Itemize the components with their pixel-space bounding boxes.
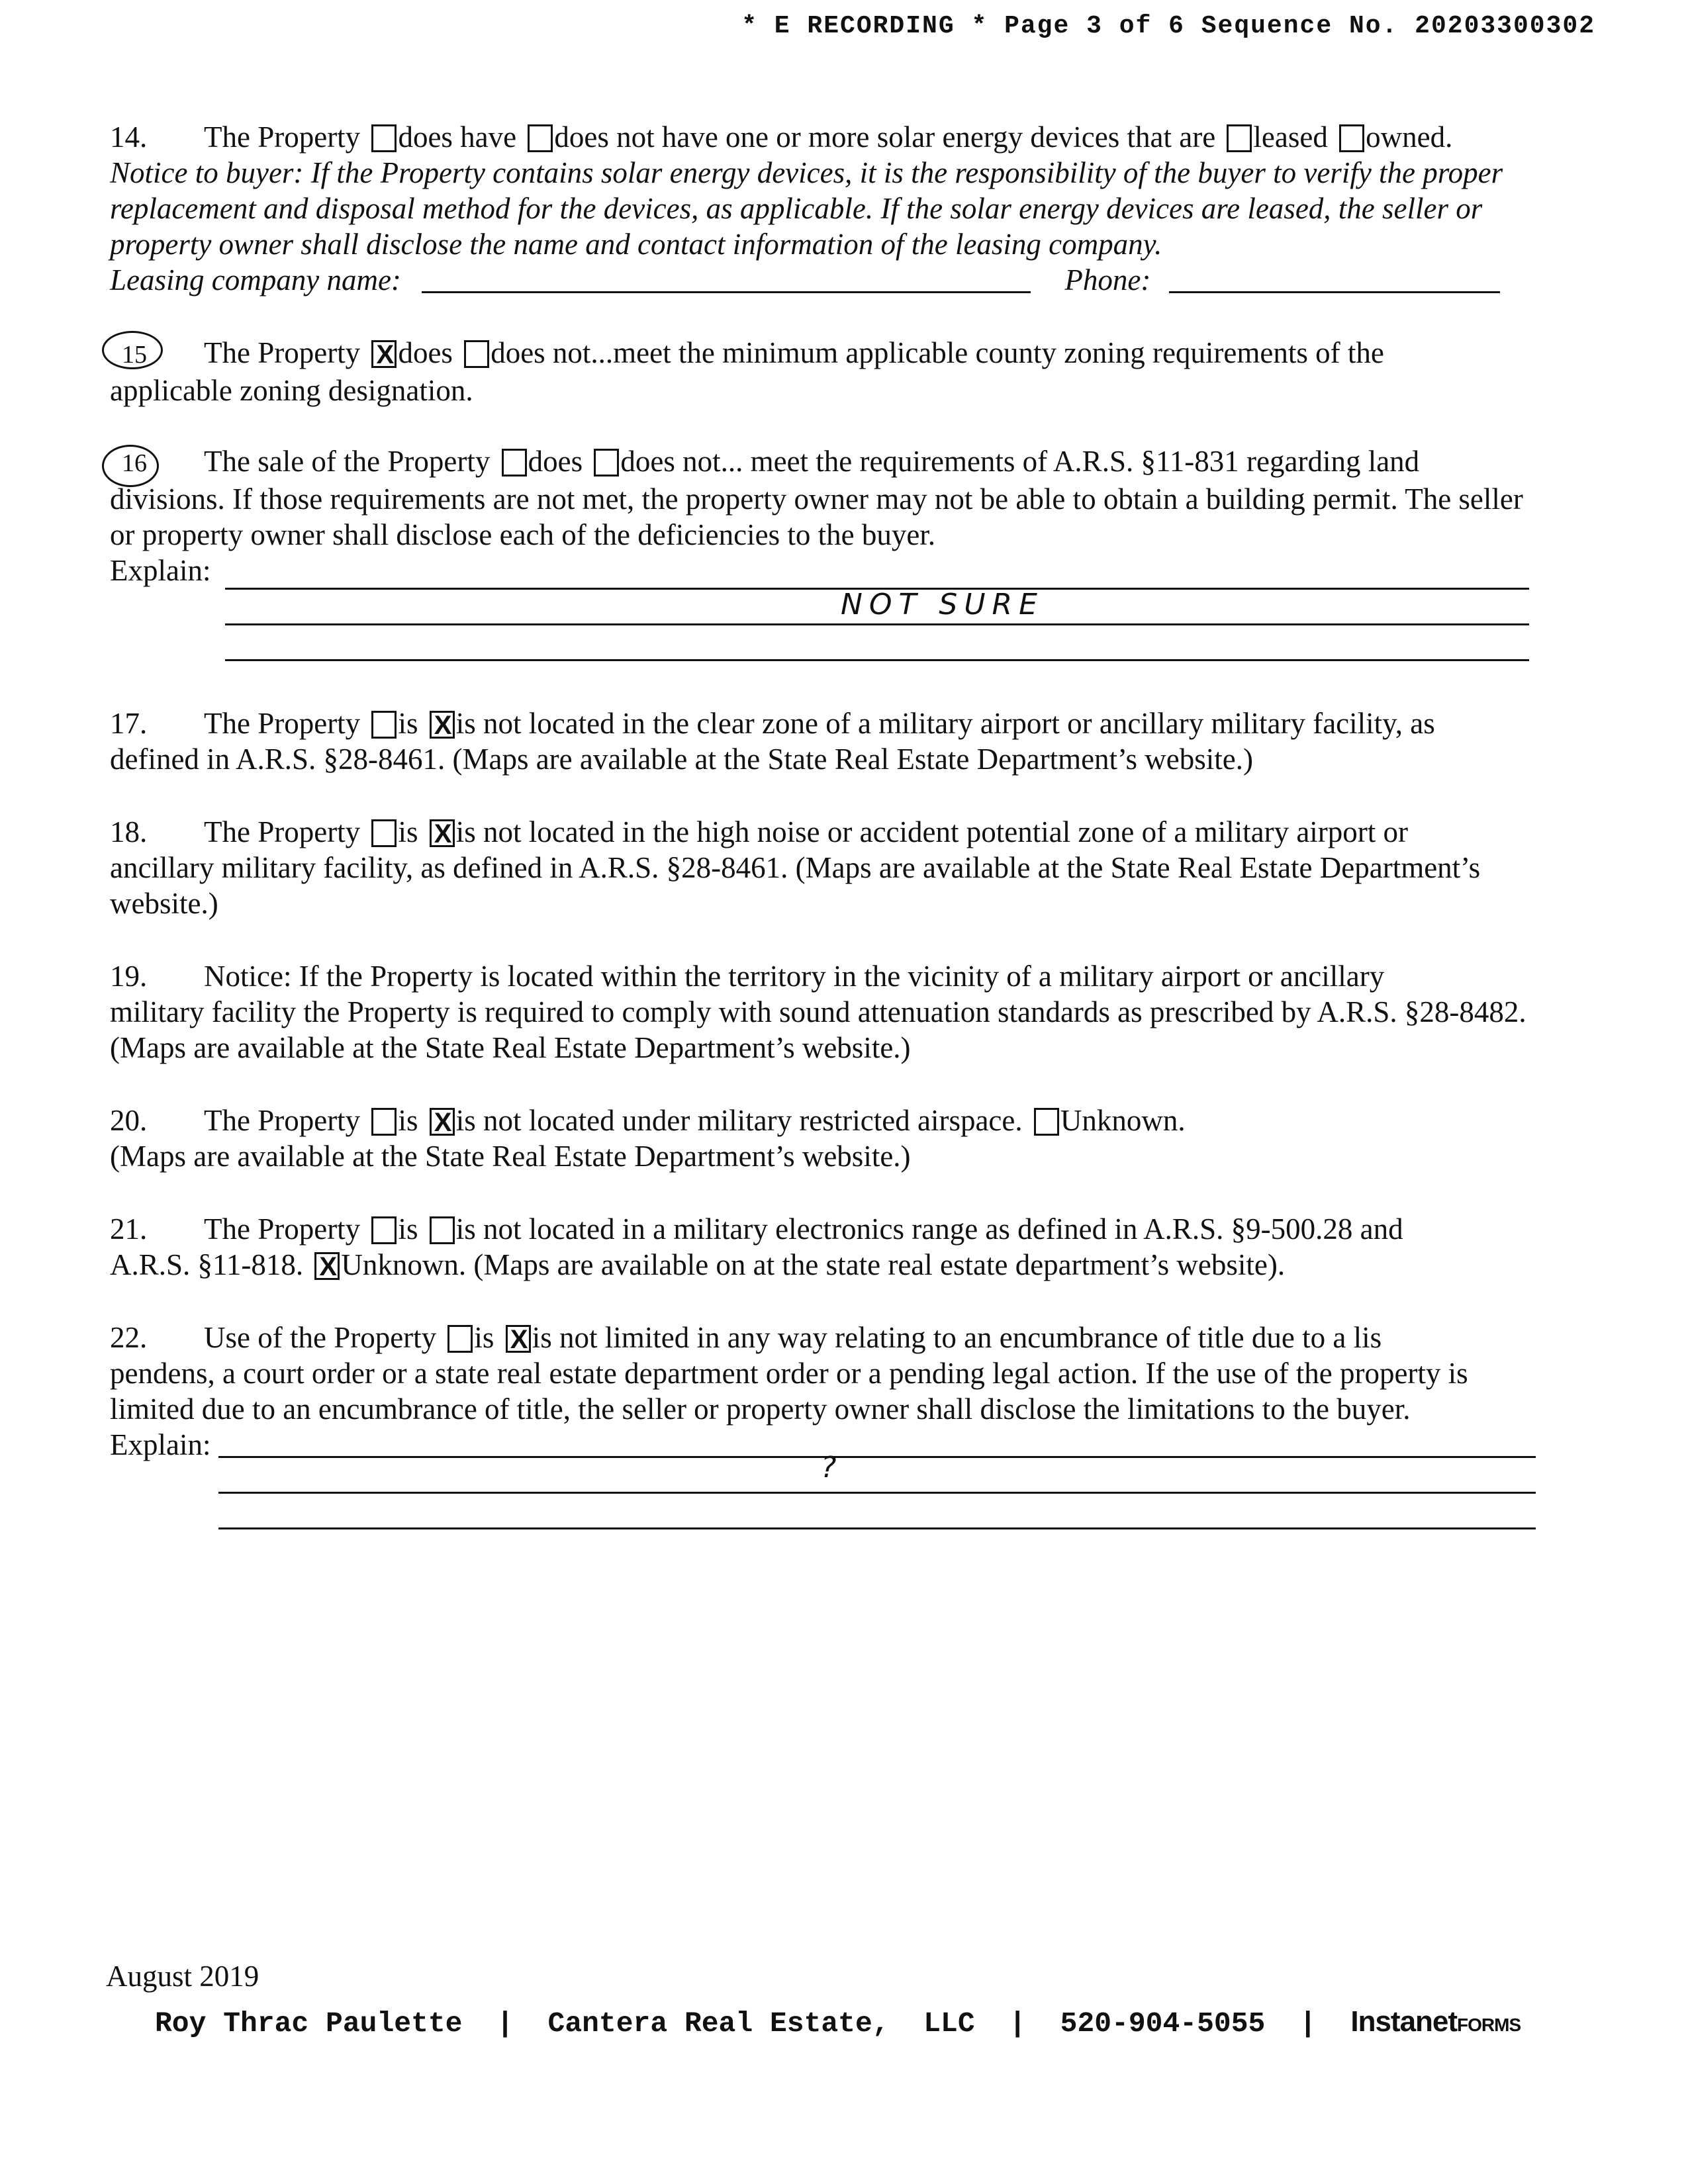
checkbox-unknown[interactable] — [1034, 1108, 1059, 1136]
explain-line[interactable] — [225, 659, 1529, 661]
item-number: 21. — [110, 1212, 148, 1246]
option-label: is — [398, 1212, 418, 1246]
option-label: does not... meet the requirements of A.R.S. §11-831 regarding land — [620, 445, 1420, 478]
item-number: 22. — [110, 1321, 148, 1354]
item-20 — [110, 1103, 1533, 1174]
option-label: leased — [1253, 120, 1328, 154]
brand-suffix: FORMS — [1457, 2015, 1521, 2035]
handwritten-answer: ? — [821, 1451, 843, 1484]
item-text-continued: (Maps are available on at the state real estate department’s website). — [473, 1248, 1286, 1281]
checkbox-is-not[interactable] — [506, 1325, 531, 1353]
item-22 — [110, 1320, 1533, 1463]
checkbox-does-not[interactable] — [464, 340, 489, 368]
checkbox-leased[interactable] — [1227, 124, 1252, 152]
option-label: owned. — [1366, 120, 1453, 154]
form-date: August 2019 — [106, 1960, 259, 1993]
option-label: does not have one or more solar energy devices that are — [554, 120, 1216, 154]
item-text-continued: defined in A.R.S. §28-8461. (Maps are available at the State Real Estate Department’s website.) — [110, 743, 1254, 776]
option-label: is — [398, 815, 418, 848]
item-number: 14. — [110, 120, 148, 154]
item-text: Use of the Property — [204, 1321, 437, 1354]
item-text: The Property — [204, 1212, 361, 1246]
option-label: is not located under military restricted airspace. — [455, 1104, 1023, 1137]
item-text-continued: (Maps are available at the State Real Estate Department’s website.) — [110, 1140, 911, 1173]
instanet-logo — [1350, 2005, 1521, 2038]
option-label: does not...meet the minimum applicable county zoning requirements of the — [491, 336, 1384, 369]
checkbox-is-not[interactable] — [430, 711, 455, 739]
explain-line[interactable] — [218, 1492, 1536, 1494]
option-label: is — [398, 1104, 418, 1137]
item-15 — [110, 335, 1533, 408]
option-label: Unknown. — [1060, 1104, 1186, 1137]
item-18 — [110, 814, 1533, 921]
option-label: is not located in the clear zone of a military airport or ancillary military facility, as — [455, 707, 1435, 740]
item-text-continued: ancillary military facility, as defined in A.R.S. §28-8461. (Maps are available at the State Real Estate Department’s website.) — [110, 851, 1481, 920]
checkbox-is[interactable] — [371, 819, 397, 847]
item-number: 18. — [110, 815, 148, 848]
checkbox-does[interactable] — [371, 340, 397, 368]
leasing-company-label: Leasing company name: — [110, 263, 401, 296]
explain-label: Explain: — [110, 554, 211, 587]
item-number: 15 — [122, 341, 147, 369]
checkbox-is[interactable] — [371, 1216, 397, 1244]
item-text: The Property — [204, 336, 361, 369]
item-16 — [110, 443, 1533, 588]
company-name: Cantera Real Estate, LLC — [547, 2007, 975, 2040]
footer-bar: Roy Thrac Paulette | Cantera Real Estate, LLC | 520-904-5055 | InstanetFORMS — [155, 2005, 1521, 2040]
checkbox-is[interactable] — [447, 1325, 473, 1353]
leasing-company-field[interactable] — [422, 262, 1031, 293]
option-label: is not located in a military electronics range as defined in A.R.S. §9-500.28 and — [455, 1212, 1403, 1246]
item-number: 19. — [110, 960, 148, 993]
option-label: does have — [398, 120, 517, 154]
item-number: 20. — [110, 1104, 148, 1137]
phone-field[interactable] — [1169, 262, 1500, 293]
explain-line[interactable] — [218, 1527, 1536, 1529]
checkbox-owned[interactable] — [1339, 124, 1364, 152]
handwritten-answer: NOT SURE — [841, 588, 1044, 621]
option-label: is not limited in any way relating to an encumbrance of title due to a lis — [532, 1321, 1382, 1354]
item-text-continued: military facility the Property is required to comply with sound attenuation standards as prescribed by A.R.S. §28-8482. (Maps are available at the State Real Estate Department’s website.) — [110, 995, 1526, 1064]
item-14 — [110, 119, 1533, 298]
item-text: The Property — [204, 815, 361, 848]
item-17 — [110, 705, 1533, 777]
item-21 — [110, 1211, 1533, 1283]
explain-line[interactable] — [218, 1456, 1536, 1458]
option-label: is not located in the high noise or accident potential zone of a military airport or — [455, 815, 1409, 848]
checkbox-is[interactable] — [371, 1108, 397, 1136]
item-text: Notice: If the Property is located within the territory in the vicinity of a military airport or ancillary — [204, 960, 1385, 993]
checkbox-is-not[interactable] — [430, 1216, 455, 1244]
item-text-continued: A.R.S. §11-818. — [110, 1248, 304, 1281]
checkbox-does-not-have[interactable] — [528, 124, 553, 152]
recording-header: * E RECORDING * Page 3 of 6 Sequence No. 20203300302 — [741, 12, 1595, 40]
phone-label: Phone: — [1064, 263, 1151, 296]
item-number: 16 — [122, 449, 147, 477]
item-text-continued: divisions. If those requirements are not met, the property owner may not be able to obtain a building permit. The seller or property owner shall disclose each of the deficiencies to the buyer. — [110, 482, 1523, 551]
checkbox-does-have[interactable] — [371, 124, 397, 152]
option-label: is — [398, 707, 418, 740]
item-text-continued: applicable zoning designation. — [110, 374, 473, 407]
item-text: The sale of the Property — [204, 445, 491, 478]
option-label: does — [528, 445, 583, 478]
checkbox-does-not[interactable] — [594, 449, 619, 477]
explain-line[interactable] — [225, 623, 1529, 625]
explain-label: Explain: — [110, 1428, 211, 1461]
checkbox-is[interactable] — [371, 711, 397, 739]
item-text: The Property — [204, 707, 361, 740]
option-label: is — [474, 1321, 494, 1354]
agent-name: Roy Thrac Paulette — [155, 2007, 463, 2040]
solar-notice: Notice to buyer: If the Property contains solar energy devices, it is the responsibility of the buyer to verify the proper replacement and disposal method for the devices, as applicable. If the solar energy devices are leased, the seller or property owner shall disclose the name and contact information of the leasing company. — [110, 156, 1503, 261]
option-label: Unknown. — [341, 1248, 467, 1281]
checkbox-is-not[interactable] — [430, 1108, 455, 1136]
item-number: 17. — [110, 707, 148, 740]
checkbox-is-not[interactable] — [430, 819, 455, 847]
item-text: The Property — [204, 120, 361, 154]
item-text: The Property — [204, 1104, 361, 1137]
brand-name: Instanet — [1350, 2005, 1458, 2038]
agent-phone: 520-904-5055 — [1060, 2007, 1266, 2040]
item-text-continued: pendens, a court order or a state real estate department order or a pending legal action. If the use of the property is limited due to an encumbrance of title, the seller or property owner shall disclose the limitations to the buyer. — [110, 1357, 1468, 1426]
checkbox-unknown[interactable] — [314, 1252, 340, 1280]
checkbox-does[interactable] — [502, 449, 527, 477]
option-label: does — [398, 336, 453, 369]
item-19 — [110, 958, 1533, 1066]
